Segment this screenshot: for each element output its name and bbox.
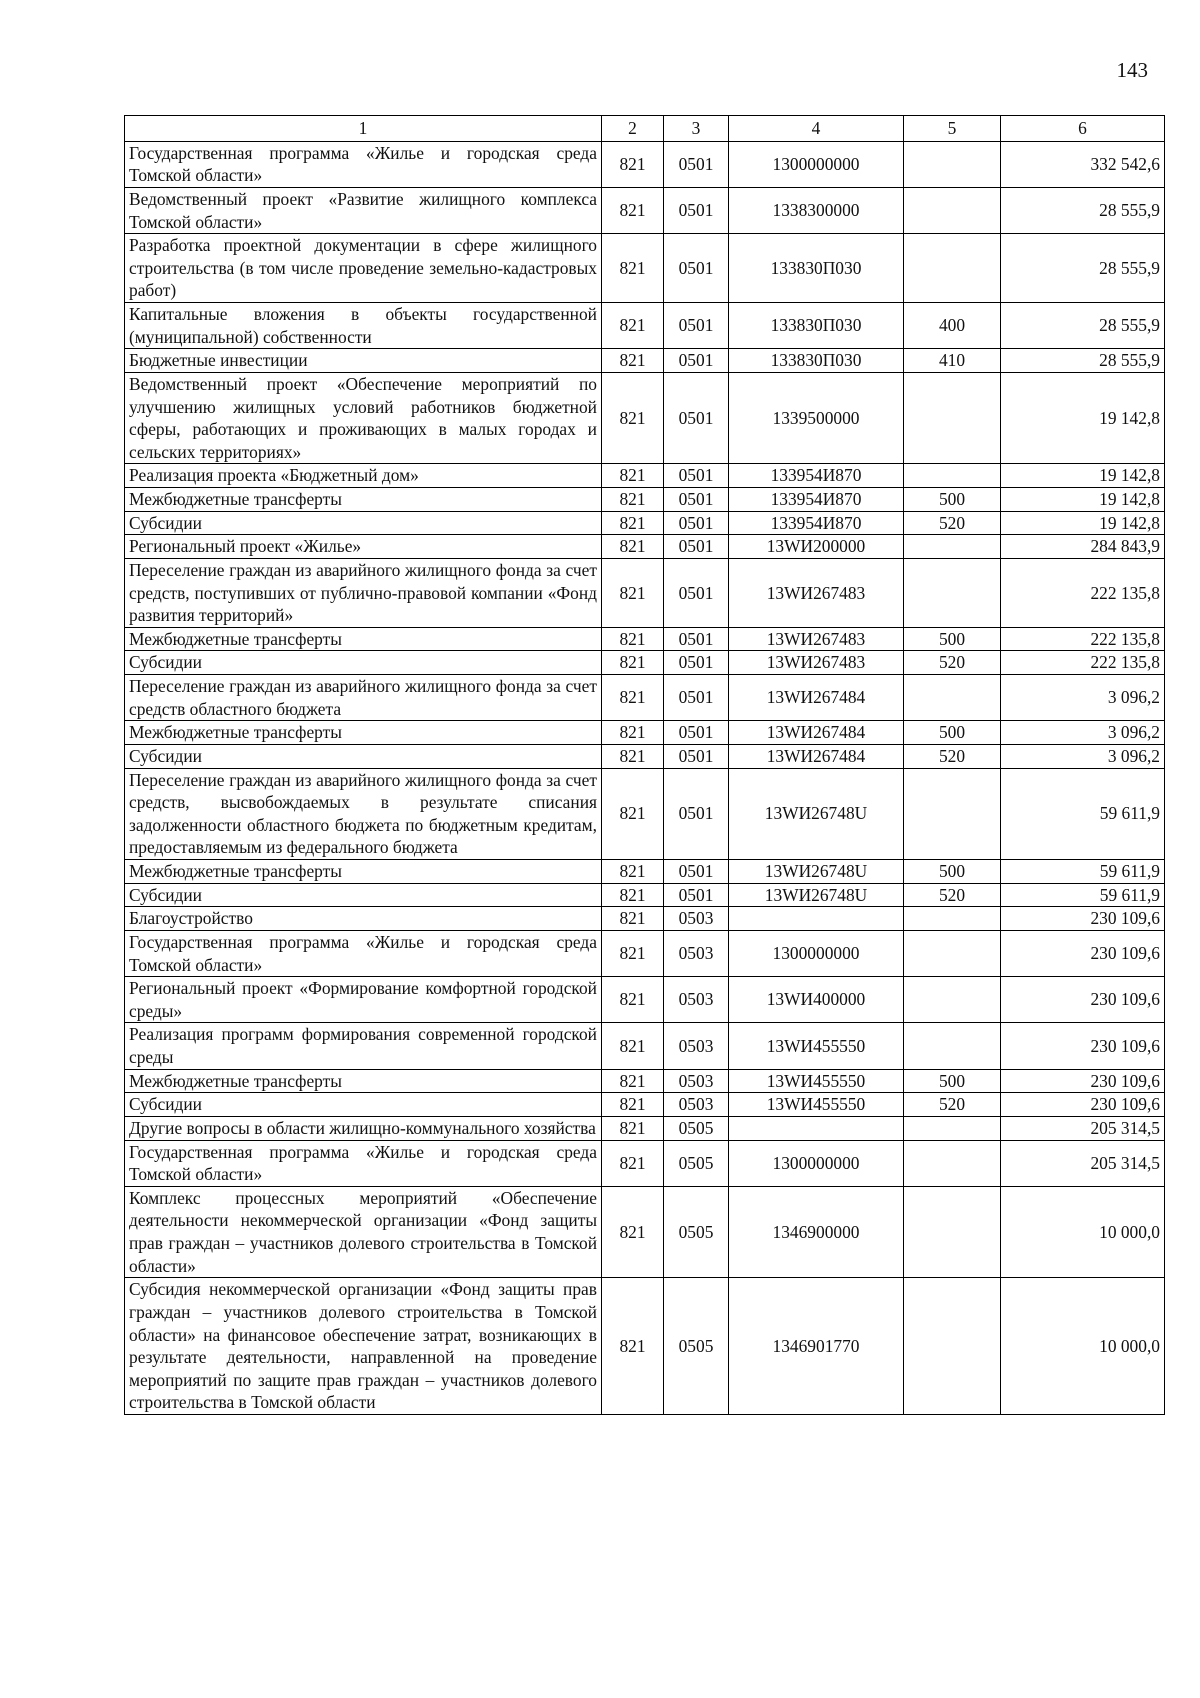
target-article-cell: 13WИ267483	[729, 558, 904, 627]
expense-type-cell: 520	[904, 883, 1001, 907]
target-article-cell: 133954И870	[729, 464, 904, 488]
department-code-cell: 821	[602, 675, 664, 721]
department-code-cell: 821	[602, 234, 664, 303]
amount-cell: 10 000,0	[1001, 1186, 1165, 1278]
expense-type-cell	[904, 234, 1001, 303]
section-code-cell: 0505	[664, 1278, 729, 1415]
table-body	[125, 116, 1165, 1415]
amount-cell: 230 109,6	[1001, 1093, 1165, 1117]
row-name-cell: Субсидия некоммерческой организации «Фонд защиты прав граждан – участников долевого строительства в Томской области» на финансовое обеспечение затрат, возникающих в результате деятельности, направленной на проведение мероприятий по защите прав граждан – участников долевого строительства в Томской области	[125, 1278, 602, 1415]
amount-cell: 19 142,8	[1001, 372, 1165, 464]
target-article-cell: 13WИ26748U	[729, 768, 904, 860]
expense-type-cell	[904, 558, 1001, 627]
table-row	[125, 651, 1165, 675]
table-row	[125, 1023, 1165, 1069]
table-row	[125, 372, 1165, 464]
amount-cell: 10 000,0	[1001, 1278, 1165, 1415]
table-row	[125, 141, 1165, 187]
row-name-cell: Региональный проект «Формирование комфортной городской среды»	[125, 977, 602, 1023]
target-article-cell: 1338300000	[729, 187, 904, 233]
department-code-cell: 821	[602, 488, 664, 512]
amount-cell: 19 142,8	[1001, 464, 1165, 488]
amount-cell: 230 109,6	[1001, 1023, 1165, 1069]
expense-type-cell	[904, 1116, 1001, 1140]
row-name-cell: Комплекс процессных мероприятий «Обеспечение деятельности некоммерческой организации «Фонд защиты прав граждан – участников долевого строительства в Томской области»	[125, 1186, 602, 1278]
target-article-cell: 13WИ455550	[729, 1069, 904, 1093]
table-row	[125, 721, 1165, 745]
section-code-cell: 0501	[664, 511, 729, 535]
table-row	[125, 303, 1165, 349]
row-name-cell: Субсидии	[125, 511, 602, 535]
department-code-cell: 821	[602, 907, 664, 931]
department-code-cell: 821	[602, 744, 664, 768]
target-article-cell: 13WИ267483	[729, 651, 904, 675]
table-row	[125, 349, 1165, 373]
amount-cell: 59 611,9	[1001, 768, 1165, 860]
section-code-cell: 0501	[664, 234, 729, 303]
section-code-cell: 0505	[664, 1186, 729, 1278]
table-row	[125, 627, 1165, 651]
amount-cell: 28 555,9	[1001, 187, 1165, 233]
department-code-cell: 821	[602, 303, 664, 349]
expense-type-cell: 520	[904, 1093, 1001, 1117]
department-code-cell: 821	[602, 651, 664, 675]
table-row	[125, 488, 1165, 512]
row-name-cell: Субсидии	[125, 883, 602, 907]
row-name-cell: Региональный проект «Жилье»	[125, 535, 602, 559]
section-code-cell: 0501	[664, 535, 729, 559]
section-code-cell: 0503	[664, 1093, 729, 1117]
department-code-cell: 821	[602, 511, 664, 535]
target-article-cell: 13WИ267484	[729, 721, 904, 745]
table-row	[125, 234, 1165, 303]
table-row	[125, 1093, 1165, 1117]
department-code-cell: 821	[602, 977, 664, 1023]
row-name-cell: Переселение граждан из аварийного жилищного фонда за счет средств, высвобождаемых в результате списания задолженности областного бюджета по бюджетным кредитам, предоставляемым из федерального бюджета	[125, 768, 602, 860]
table-row	[125, 860, 1165, 884]
row-name-cell: Государственная программа «Жилье и городская среда Томской области»	[125, 141, 602, 187]
department-code-cell: 821	[602, 930, 664, 976]
target-article-cell: 13WИ26748U	[729, 860, 904, 884]
amount-cell: 19 142,8	[1001, 488, 1165, 512]
expense-type-cell	[904, 1023, 1001, 1069]
amount-cell: 222 135,8	[1001, 627, 1165, 651]
target-article-cell	[729, 907, 904, 931]
table-row	[125, 1140, 1165, 1186]
section-code-cell: 0501	[664, 675, 729, 721]
section-code-cell: 0503	[664, 907, 729, 931]
department-code-cell: 821	[602, 768, 664, 860]
budget-table	[124, 115, 1165, 1415]
amount-cell: 19 142,8	[1001, 511, 1165, 535]
column-header: 6	[1001, 116, 1165, 142]
row-name-cell: Переселение граждан из аварийного жилищного фонда за счет средств, поступивших от публично-правовой компании «Фонд развития территорий»	[125, 558, 602, 627]
amount-cell: 230 109,6	[1001, 930, 1165, 976]
amount-cell: 230 109,6	[1001, 977, 1165, 1023]
expense-type-cell	[904, 1278, 1001, 1415]
expense-type-cell	[904, 1140, 1001, 1186]
column-header: 5	[904, 116, 1001, 142]
section-code-cell: 0501	[664, 303, 729, 349]
amount-cell: 205 314,5	[1001, 1140, 1165, 1186]
table-row	[125, 675, 1165, 721]
target-article-cell: 133830П030	[729, 234, 904, 303]
department-code-cell: 821	[602, 349, 664, 373]
section-code-cell: 0505	[664, 1140, 729, 1186]
target-article-cell: 13WИ455550	[729, 1023, 904, 1069]
department-code-cell: 821	[602, 1069, 664, 1093]
row-name-cell: Реализация программ формирования современной городской среды	[125, 1023, 602, 1069]
amount-cell: 59 611,9	[1001, 860, 1165, 884]
row-name-cell: Бюджетные инвестиции	[125, 349, 602, 373]
row-name-cell: Капитальные вложения в объекты государственной (муниципальной) собственности	[125, 303, 602, 349]
expense-type-cell: 500	[904, 860, 1001, 884]
section-code-cell: 0505	[664, 1116, 729, 1140]
row-name-cell: Реализация проекта «Бюджетный дом»	[125, 464, 602, 488]
target-article-cell	[729, 1116, 904, 1140]
row-name-cell: Субсидии	[125, 744, 602, 768]
section-code-cell: 0503	[664, 930, 729, 976]
section-code-cell: 0503	[664, 977, 729, 1023]
row-name-cell: Субсидии	[125, 651, 602, 675]
expense-type-cell	[904, 372, 1001, 464]
expense-type-cell: 500	[904, 1069, 1001, 1093]
section-code-cell: 0501	[664, 768, 729, 860]
target-article-cell: 1346900000	[729, 1186, 904, 1278]
table-row	[125, 1278, 1165, 1415]
table-row	[125, 1116, 1165, 1140]
table-row	[125, 768, 1165, 860]
department-code-cell: 821	[602, 883, 664, 907]
expense-type-cell: 500	[904, 488, 1001, 512]
column-header: 3	[664, 116, 729, 142]
table-row	[125, 883, 1165, 907]
row-name-cell: Ведомственный проект «Обеспечение мероприятий по улучшению жилищных условий работников бюджетной сферы, работающих и проживающих в малых городах и сельских территориях»	[125, 372, 602, 464]
department-code-cell: 821	[602, 1278, 664, 1415]
table-row	[125, 930, 1165, 976]
amount-cell: 28 555,9	[1001, 303, 1165, 349]
row-name-cell: Ведомственный проект «Развитие жилищного комплекса Томской области»	[125, 187, 602, 233]
row-name-cell: Субсидии	[125, 1093, 602, 1117]
amount-cell: 332 542,6	[1001, 141, 1165, 187]
header-row	[125, 116, 1165, 142]
department-code-cell: 821	[602, 535, 664, 559]
section-code-cell: 0501	[664, 860, 729, 884]
section-code-cell: 0501	[664, 349, 729, 373]
expense-type-cell	[904, 1186, 1001, 1278]
row-name-cell: Межбюджетные трансферты	[125, 627, 602, 651]
table-row	[125, 464, 1165, 488]
section-code-cell: 0501	[664, 558, 729, 627]
department-code-cell: 821	[602, 372, 664, 464]
row-name-cell: Межбюджетные трансферты	[125, 1069, 602, 1093]
table-row	[125, 977, 1165, 1023]
department-code-cell: 821	[602, 1186, 664, 1278]
target-article-cell: 133954И870	[729, 488, 904, 512]
expense-type-cell	[904, 768, 1001, 860]
expense-type-cell	[904, 907, 1001, 931]
section-code-cell: 0501	[664, 372, 729, 464]
department-code-cell: 821	[602, 1116, 664, 1140]
expense-type-cell	[904, 675, 1001, 721]
target-article-cell: 1339500000	[729, 372, 904, 464]
expense-type-cell: 500	[904, 627, 1001, 651]
expense-type-cell: 500	[904, 721, 1001, 745]
table-row	[125, 187, 1165, 233]
department-code-cell: 821	[602, 860, 664, 884]
amount-cell: 222 135,8	[1001, 651, 1165, 675]
table-row	[125, 535, 1165, 559]
section-code-cell: 0501	[664, 744, 729, 768]
amount-cell: 28 555,9	[1001, 349, 1165, 373]
department-code-cell: 821	[602, 558, 664, 627]
row-name-cell: Межбюджетные трансферты	[125, 721, 602, 745]
table-row	[125, 744, 1165, 768]
target-article-cell: 13WИ267484	[729, 744, 904, 768]
amount-cell: 28 555,9	[1001, 234, 1165, 303]
amount-cell: 284 843,9	[1001, 535, 1165, 559]
row-name-cell: Государственная программа «Жилье и городская среда Томской области»	[125, 930, 602, 976]
table-row	[125, 1186, 1165, 1278]
department-code-cell: 821	[602, 187, 664, 233]
section-code-cell: 0501	[664, 627, 729, 651]
target-article-cell: 1300000000	[729, 930, 904, 976]
expense-type-cell: 520	[904, 744, 1001, 768]
expense-type-cell	[904, 535, 1001, 559]
expense-type-cell	[904, 187, 1001, 233]
column-header: 2	[602, 116, 664, 142]
expense-type-cell	[904, 464, 1001, 488]
target-article-cell: 13WИ26748U	[729, 883, 904, 907]
section-code-cell: 0501	[664, 488, 729, 512]
target-article-cell: 133830П030	[729, 303, 904, 349]
table-row	[125, 907, 1165, 931]
target-article-cell: 13WИ455550	[729, 1093, 904, 1117]
expense-type-cell	[904, 930, 1001, 976]
department-code-cell: 821	[602, 1140, 664, 1186]
department-code-cell: 821	[602, 627, 664, 651]
target-article-cell: 1300000000	[729, 1140, 904, 1186]
row-name-cell: Разработка проектной документации в сфере жилищного строительства (в том числе проведение земельно-кадастровых работ)	[125, 234, 602, 303]
section-code-cell: 0501	[664, 651, 729, 675]
target-article-cell: 13WИ400000	[729, 977, 904, 1023]
target-article-cell: 1346901770	[729, 1278, 904, 1415]
expense-type-cell: 520	[904, 651, 1001, 675]
row-name-cell: Переселение граждан из аварийного жилищного фонда за счет средств областного бюджета	[125, 675, 602, 721]
row-name-cell: Межбюджетные трансферты	[125, 860, 602, 884]
section-code-cell: 0501	[664, 187, 729, 233]
target-article-cell: 13WИ267484	[729, 675, 904, 721]
table-row	[125, 511, 1165, 535]
expense-type-cell: 400	[904, 303, 1001, 349]
amount-cell: 59 611,9	[1001, 883, 1165, 907]
target-article-cell: 133830П030	[729, 349, 904, 373]
department-code-cell: 821	[602, 141, 664, 187]
section-code-cell: 0501	[664, 464, 729, 488]
column-header: 1	[125, 116, 602, 142]
row-name-cell: Межбюджетные трансферты	[125, 488, 602, 512]
target-article-cell: 13WИ200000	[729, 535, 904, 559]
amount-cell: 3 096,2	[1001, 675, 1165, 721]
table-row	[125, 1069, 1165, 1093]
expense-type-cell	[904, 977, 1001, 1023]
department-code-cell: 821	[602, 1023, 664, 1069]
expense-type-cell	[904, 141, 1001, 187]
row-name-cell: Другие вопросы в области жилищно-коммунального хозяйства	[125, 1116, 602, 1140]
section-code-cell: 0501	[664, 721, 729, 745]
amount-cell: 230 109,6	[1001, 907, 1165, 931]
section-code-cell: 0501	[664, 141, 729, 187]
section-code-cell: 0503	[664, 1069, 729, 1093]
row-name-cell: Государственная программа «Жилье и городская среда Томской области»	[125, 1140, 602, 1186]
amount-cell: 3 096,2	[1001, 721, 1165, 745]
department-code-cell: 821	[602, 721, 664, 745]
expense-type-cell: 520	[904, 511, 1001, 535]
amount-cell: 230 109,6	[1001, 1069, 1165, 1093]
amount-cell: 222 135,8	[1001, 558, 1165, 627]
expense-type-cell: 410	[904, 349, 1001, 373]
page-number: 143	[1116, 58, 1148, 82]
department-code-cell: 821	[602, 1093, 664, 1117]
target-article-cell: 1300000000	[729, 141, 904, 187]
table-row	[125, 558, 1165, 627]
target-article-cell: 133954И870	[729, 511, 904, 535]
department-code-cell: 821	[602, 464, 664, 488]
target-article-cell: 13WИ267483	[729, 627, 904, 651]
column-header: 4	[729, 116, 904, 142]
section-code-cell: 0501	[664, 883, 729, 907]
section-code-cell: 0503	[664, 1023, 729, 1069]
amount-cell: 205 314,5	[1001, 1116, 1165, 1140]
row-name-cell: Благоустройство	[125, 907, 602, 931]
amount-cell: 3 096,2	[1001, 744, 1165, 768]
